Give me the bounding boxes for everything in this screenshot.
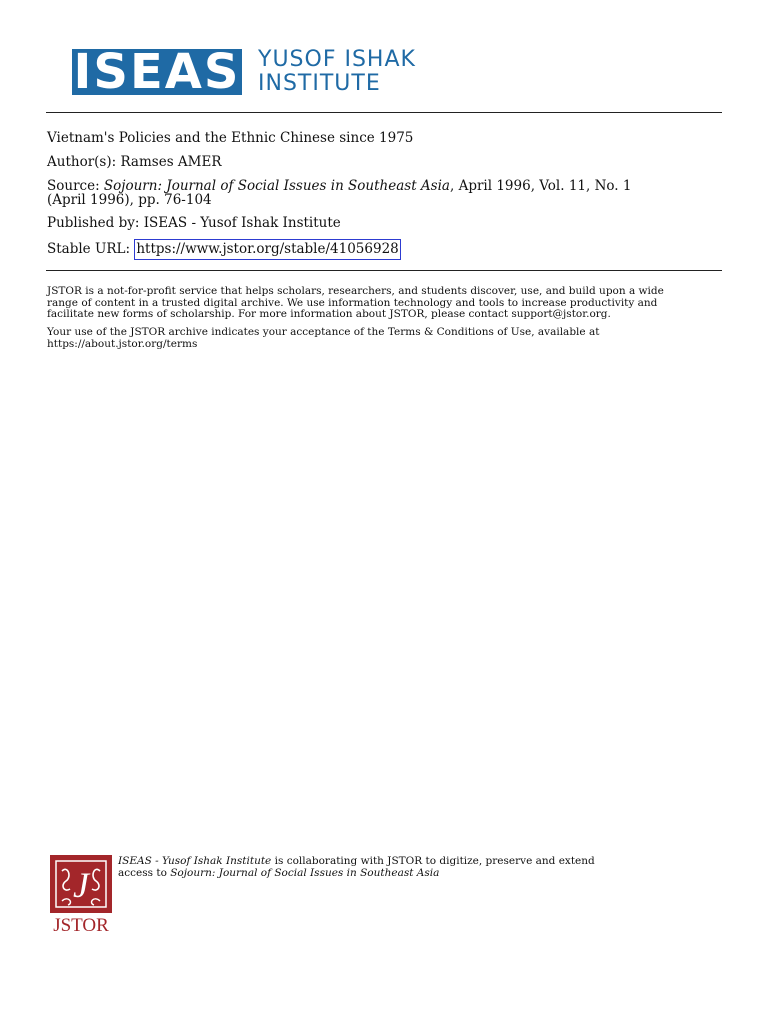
publisher-line	[47, 215, 341, 231]
notice-line: Your use of the JSTOR archive indicates your acceptance of the Terms & Conditions of Use, available at	[47, 326, 600, 338]
notice-line: facilitate new forms of scholarship. For more information about JSTOR, please contact support@jstor.org.	[47, 308, 611, 320]
svg-text:J: J	[73, 865, 89, 905]
source-label: Source:	[47, 178, 100, 194]
iseas-logo-mark: ISEAS	[73, 49, 241, 95]
jstor-wordmark: JSTOR	[53, 915, 109, 936]
footer	[50, 855, 730, 935]
author-name: Ramses AMER	[120, 154, 222, 170]
jstor-logo	[50, 855, 112, 937]
publisher-name: ISEAS - Yusof Ishak Institute	[143, 215, 341, 231]
stable-url-label: Stable URL:	[47, 241, 131, 257]
iseas-logo-text	[258, 48, 416, 96]
notice-line: range of content in a trusted digital archive. We use information technology and tools to increase productivity and	[47, 296, 658, 309]
jstor-notice-paragraph-2	[47, 327, 727, 350]
source-pages: (April 1996), pp. 76-104	[47, 192, 212, 208]
top-divider	[46, 112, 722, 113]
author-line	[47, 154, 222, 170]
middle-divider	[46, 270, 722, 271]
stable-url-line	[47, 239, 401, 260]
logo-line-1: YUSOF ISHAK	[258, 47, 416, 72]
article-title: Vietnam's Policies and the Ethnic Chinese since 1975	[47, 130, 414, 146]
notice-line: JSTOR is a not-for-profit service that helps scholars, researchers, and students discover, use, and build upon a wide	[47, 285, 664, 297]
source-issue: , April 1996, Vol. 11, No. 1	[449, 178, 632, 194]
footer-collaboration-text	[118, 855, 595, 879]
logo-line-2: INSTITUTE	[258, 71, 381, 96]
stable-url-link[interactable]: https://www.jstor.org/stable/41056928	[134, 239, 400, 260]
jstor-notice-paragraph-1	[47, 286, 727, 321]
source-journal: Sojourn: Journal of Social Issues in Southeast Asia	[103, 178, 450, 194]
footer-text-1: is collaborating with JSTOR to digitize, preserve and extend	[271, 855, 595, 867]
author-label: Author(s):	[47, 154, 117, 170]
footer-text-2: access to	[118, 867, 171, 879]
footer-publisher: ISEAS - Yusof Ishak Institute	[118, 855, 272, 867]
jstor-emblem-icon	[50, 855, 112, 913]
terms-link[interactable]: https://about.jstor.org/terms	[47, 337, 198, 350]
publisher-label: Published by:	[47, 215, 140, 231]
jstor-ornament-icon	[54, 859, 108, 909]
iseas-logo	[72, 46, 416, 98]
footer-journal: Sojourn: Journal of Social Issues in Southeast Asia	[170, 867, 440, 879]
